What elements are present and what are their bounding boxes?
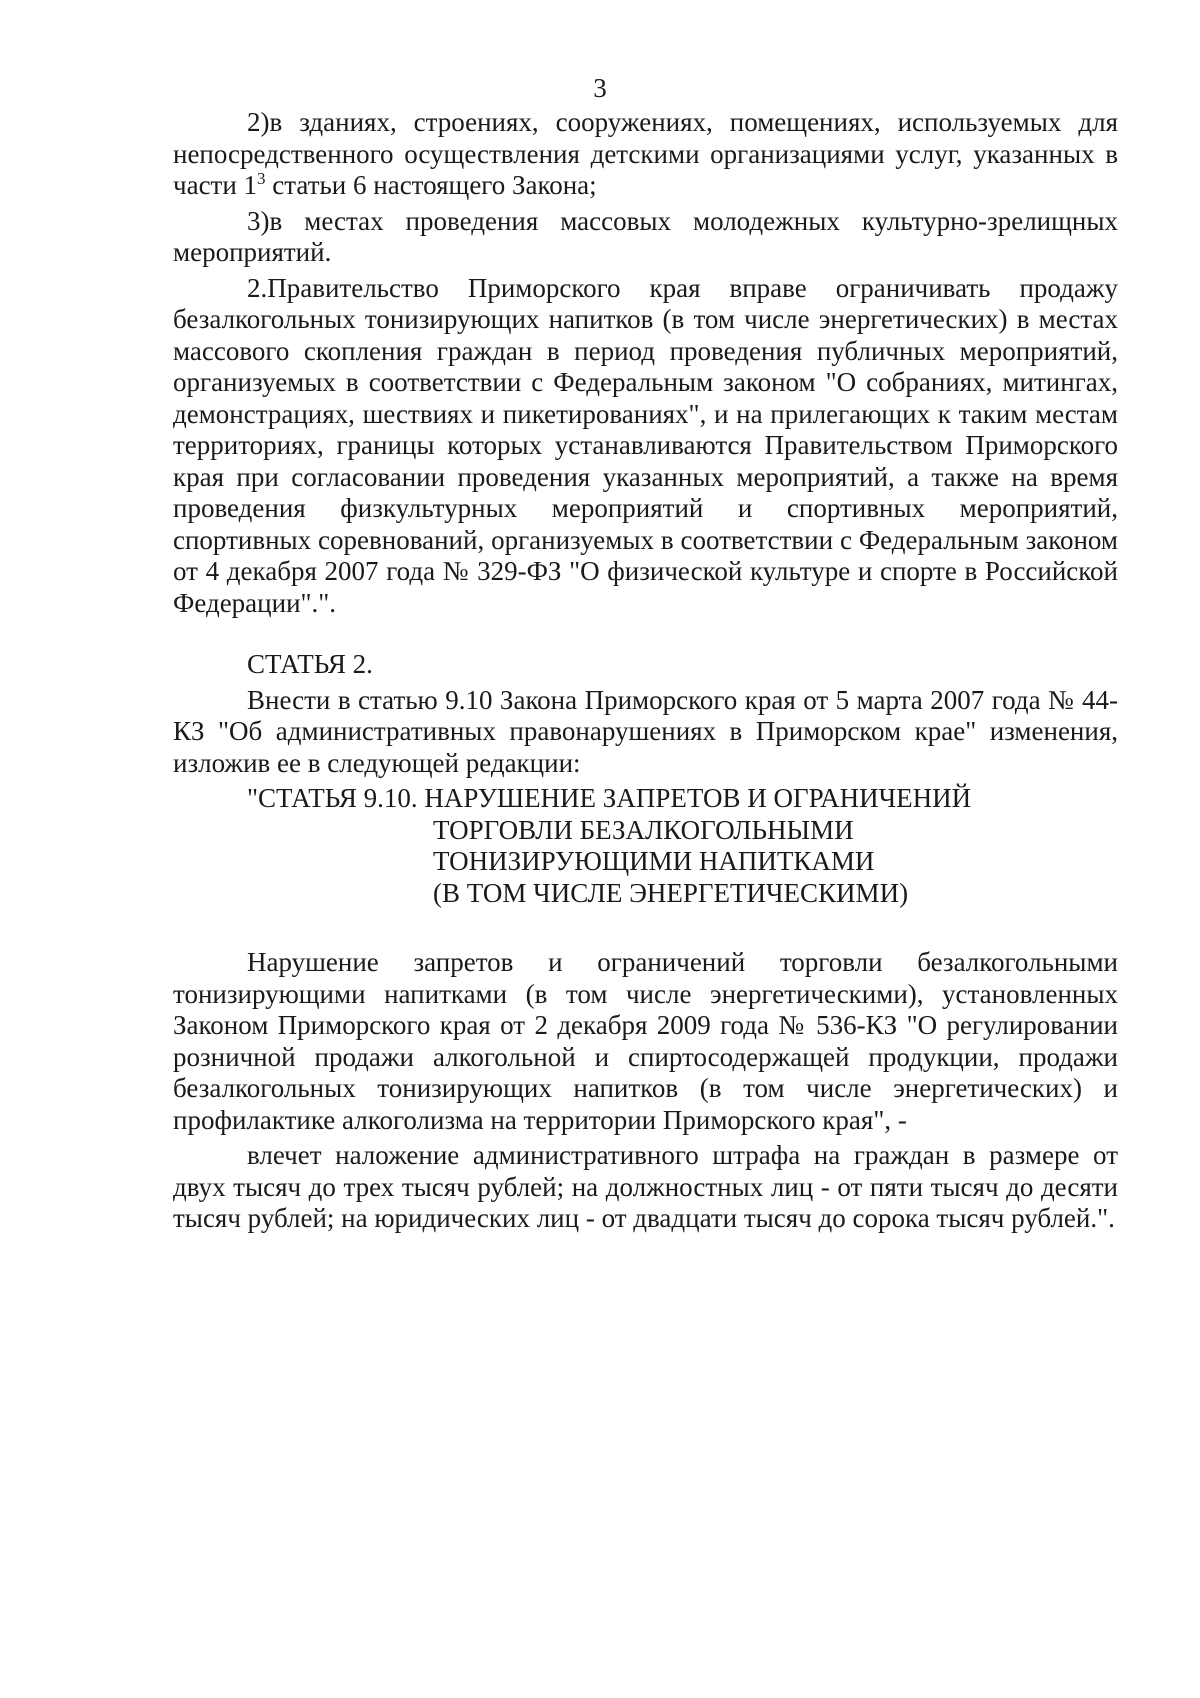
spacer xyxy=(173,909,1118,947)
article-heading: СТАТЬЯ 2. xyxy=(247,649,373,679)
article-title-line-3: ТОНИЗИРУЮЩИМИ НАПИТКАМИ xyxy=(433,846,875,876)
paragraph-item-2-text: 2)в зданиях, строениях, сооружениях, помещениях, используемых для непосредственного осуществления детскими организациями услуг, указанных в части 1 xyxy=(173,107,1118,200)
document-body xyxy=(173,107,1118,1239)
paragraph-item-2 xyxy=(173,107,1118,202)
paragraph-item-3: 3)в местах проведения массовых молодежных культурно-зрелищных мероприятий. xyxy=(173,205,1118,267)
penalty-paragraph: влечет наложение административного штрафа на граждан в размере от двух тысяч до трех тысяч рублей; на должностных лиц - от пяти тысяч до десяти тысяч рублей; на юридических лиц - от двадцати тысяч до сорока тысяч рублей.". xyxy=(173,1140,1118,1233)
violation-paragraph: Нарушение запретов и ограничений торговли безалкогольными тонизирующими напитками (в том числе энергетическими), установленных Законом Приморского края от 2 декабря 2009 года № 536-КЗ "О регулировании розничной продажи алкогольной и спиртосодержащей продукции, продажи безалкогольных тонизирующих напитков (в том числе энергетических) и профилактике алкоголизма на территории Приморского края", - xyxy=(173,947,1118,1135)
paragraph-section-2: 2.Правительство Приморского края вправе ограничивать продажу безалкогольных тонизирующих напитков (в том числе энергетических) в местах массового скопления граждан в период проведения публичных мероприятий, организуемых в соответствии с Федеральным законом "О собраниях, митингах, демонстрациях, шествиях и пикетированиях", и на прилегающих к таким местам территориях, границы которых устанавливаются Правительством Приморского края при согласовании проведения указанных мероприятий, а также на время проведения физкультурных мероприятий и спортивных мероприятий, спортивных соревнований, организуемых в соответствии с Федеральным законом от 4 декабря 2007 года № 329-ФЗ "О физической культуре и спорте в Российской Федерации".". xyxy=(173,272,1118,618)
article-title-line-1: "СТАТЬЯ 9.10. НАРУШЕНИЕ ЗАПРЕТОВ И ОГРАНИЧЕНИЙ xyxy=(247,783,972,813)
article-title-line-2: ТОРГОВЛИ БЕЗАЛКОГОЛЬНЫМИ xyxy=(433,814,854,845)
article-title xyxy=(173,783,1118,909)
superscript: 3 xyxy=(257,169,266,188)
article-intro: Внести в статью 9.10 Закона Приморского края от 5 марта 2007 года № 44-КЗ "Об административных правонарушениях в Приморском крае" изменения, изложив ее в следующей редакции: xyxy=(173,684,1118,778)
page-number: 3 xyxy=(593,73,607,103)
article-title-line-4: (В ТОМ ЧИСЛЕ ЭНЕРГЕТИЧЕСКИМИ) xyxy=(433,877,909,908)
paragraph-item-2-tail: статьи 6 настоящего Закона; xyxy=(265,170,597,200)
